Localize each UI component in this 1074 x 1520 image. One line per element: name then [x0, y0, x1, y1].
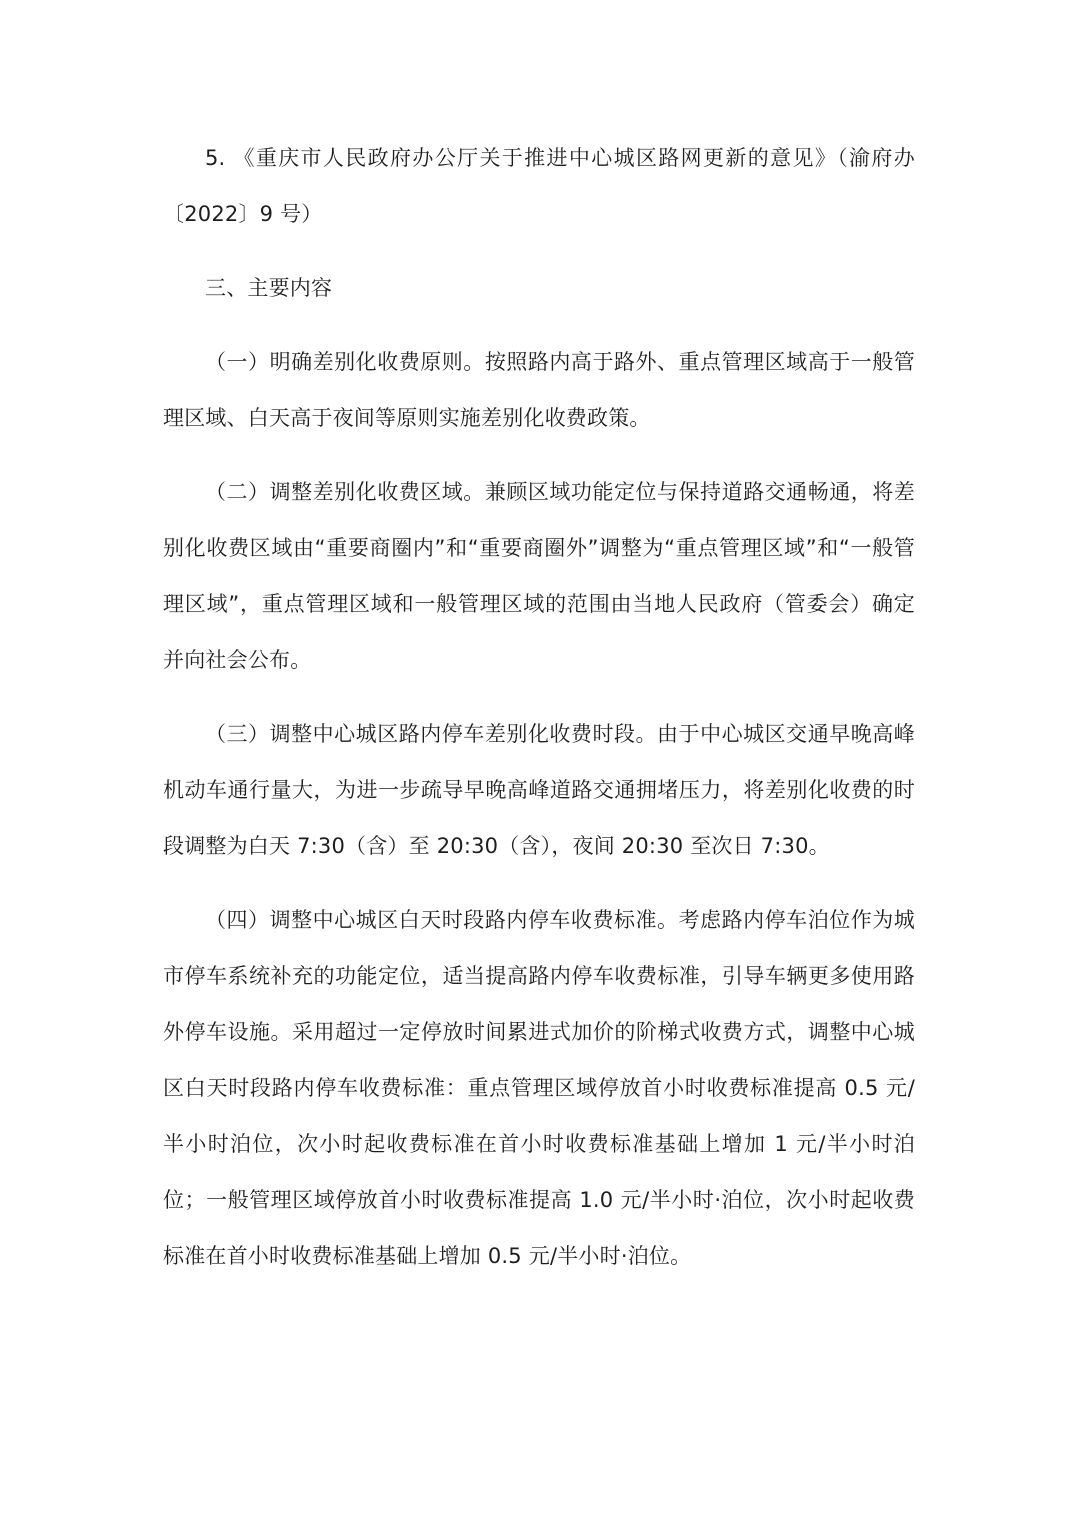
document-body [163, 130, 915, 1284]
paragraph-item-1: （一）明确差别化收费原则。按照路内高于路外、重点管理区域高于一般管理区域、白天高于夜间等原则实施差别化收费政策。 [163, 350, 915, 430]
section-heading-main-content: 三、主要内容 [205, 276, 333, 300]
paragraph-reference-5: 5. 《重庆市人民政府办公厅关于推进中心城区路网更新的意见》（渝府办〔2022〕9 号） [163, 146, 915, 226]
paragraph-item-4: （四）调整中心城区白天时段路内停车收费标准。考虑路内停车泊位作为城市停车系统补充的功能定位，适当提高路内停车收费标准，引导车辆更多使用路外停车设施。采用超过一定停放时间累进式加价的阶梯式收费方式，调整中心城区白天时段路内停车收费标准：重点管理区域停放首小时收费标准提高 0.5 元/半小时泊位，次小时起收费标准在首小时收费标准基础上增加 1 元/半小时泊位；一般管理区域停放首小时收费标准提高 1.0 元/半小时·泊位，次小时起收费标准在首小时收费标准基础上增加 0.5 元/半小时·泊位。 [163, 908, 915, 1268]
paragraph-item-3: （三）调整中心城区路内停车差别化收费时段。由于中心城区交通早晚高峰机动车通行量大，为进一步疏导早晚高峰道路交通拥堵压力，将差别化收费的时段调整为白天 7:30（含）至 20:30（含），夜间 20:30 至次日 7:30。 [163, 722, 915, 858]
paragraph-item-2: （二）调整差别化收费区域。兼顾区域功能定位与保持道路交通畅通，将差别化收费区域由“重要商圈内”和“重要商圈外”调整为“重点管理区域”和“一般管理区域”，重点管理区域和一般管理区域的范围由当地人民政府（管委会）确定并向社会公布。 [163, 480, 915, 672]
